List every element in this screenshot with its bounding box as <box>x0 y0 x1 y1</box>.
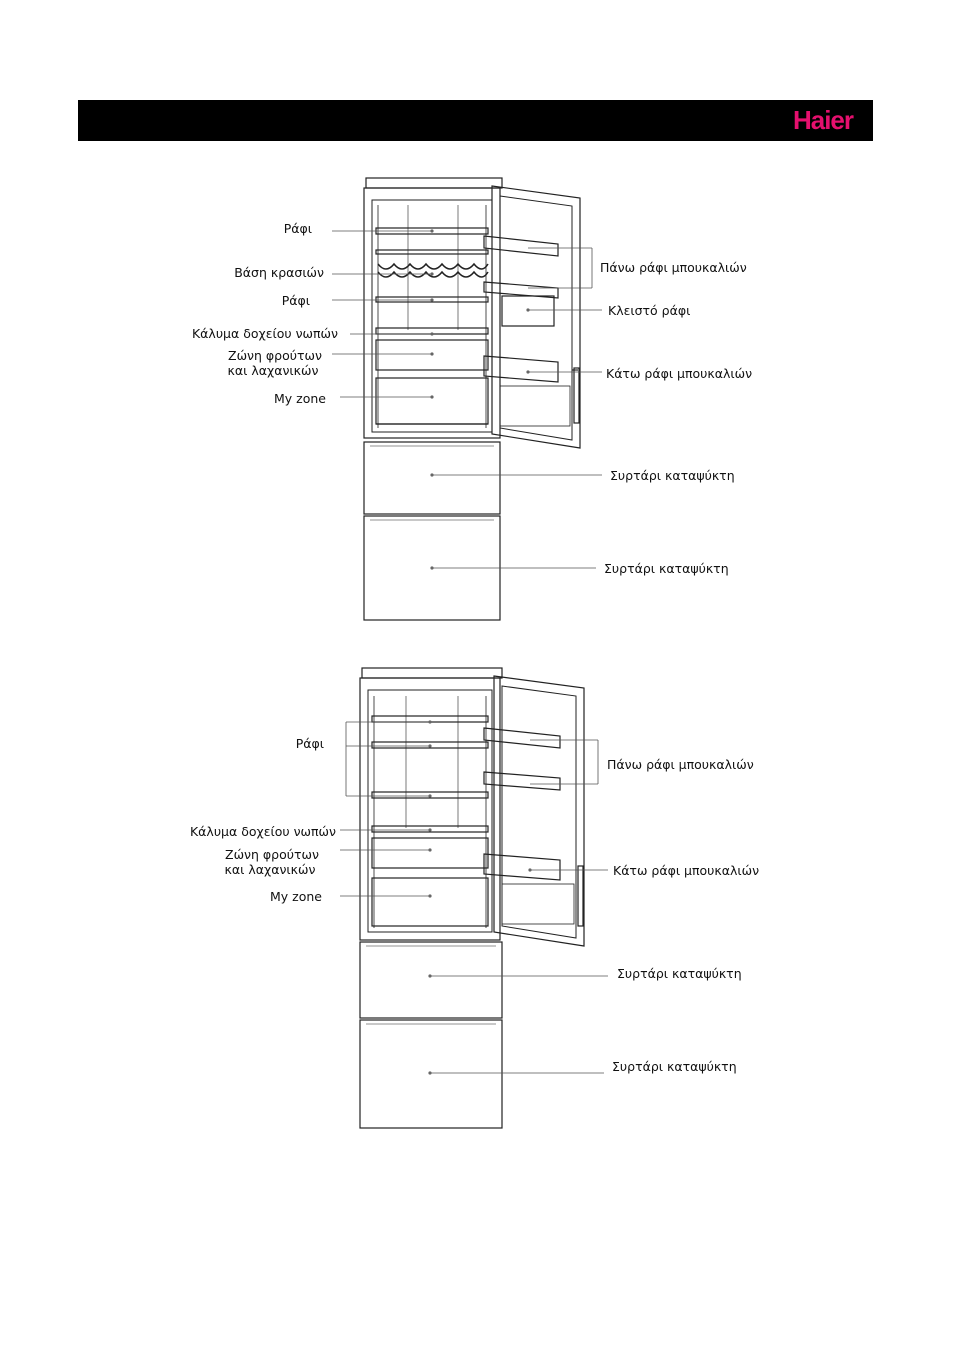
label-upper-bottle-shelf: Πάνω ράφι μπουκαλιών <box>600 260 747 275</box>
label-fruit-zone-line2: και λαχανικών <box>224 862 316 877</box>
label-my-zone: My zone <box>274 391 326 406</box>
label-lower-bottle-shelf: Κάτω ράφι μπουκαλιών <box>613 863 760 878</box>
label-crisper-cover: Κάλυμα δοχείου νωπών <box>191 326 338 341</box>
fridge-drawing-top <box>0 0 954 640</box>
label-freezer-drawer-2: Συρτάρι καταψύκτη <box>604 561 729 576</box>
haier-logo: Haier <box>792 105 853 135</box>
label-my-zone: My zone <box>270 889 322 904</box>
fridge-diagram-bottom <box>0 660 954 1140</box>
fridge-diagram-top <box>0 0 954 640</box>
label-shelf-2: Ράφι <box>281 293 310 308</box>
label-freezer-drawer-2: Συρτάρι καταψύκτη <box>612 1059 737 1074</box>
label-fruit-zone-line1: Ζώνη φρούτων <box>228 348 322 363</box>
label-lower-bottle-shelf: Κάτω ράφι μπουκαλιών <box>606 366 753 381</box>
label-fruit-zone-line1: Ζώνη φρούτων <box>225 847 319 862</box>
label-wine-rack: Βάση κρασιών <box>234 265 324 280</box>
label-shelf: Ράφι <box>295 736 324 751</box>
label-crisper-cover: Κάλυμα δοχείου νωπών <box>189 824 336 839</box>
label-upper-bottle-shelf: Πάνω ράφι μπουκαλιών <box>607 757 754 772</box>
label-shelf: Ράφι <box>283 221 312 236</box>
fridge-drawing-bottom <box>0 660 954 1140</box>
label-freezer-drawer-1: Συρτάρι καταψύκτη <box>610 468 735 483</box>
label-closed-shelf: Κλειστό ράφι <box>608 303 691 318</box>
label-fruit-zone-line2: και λαχανικών <box>227 363 319 378</box>
label-freezer-drawer-1: Συρτάρι καταψύκτη <box>617 966 742 981</box>
